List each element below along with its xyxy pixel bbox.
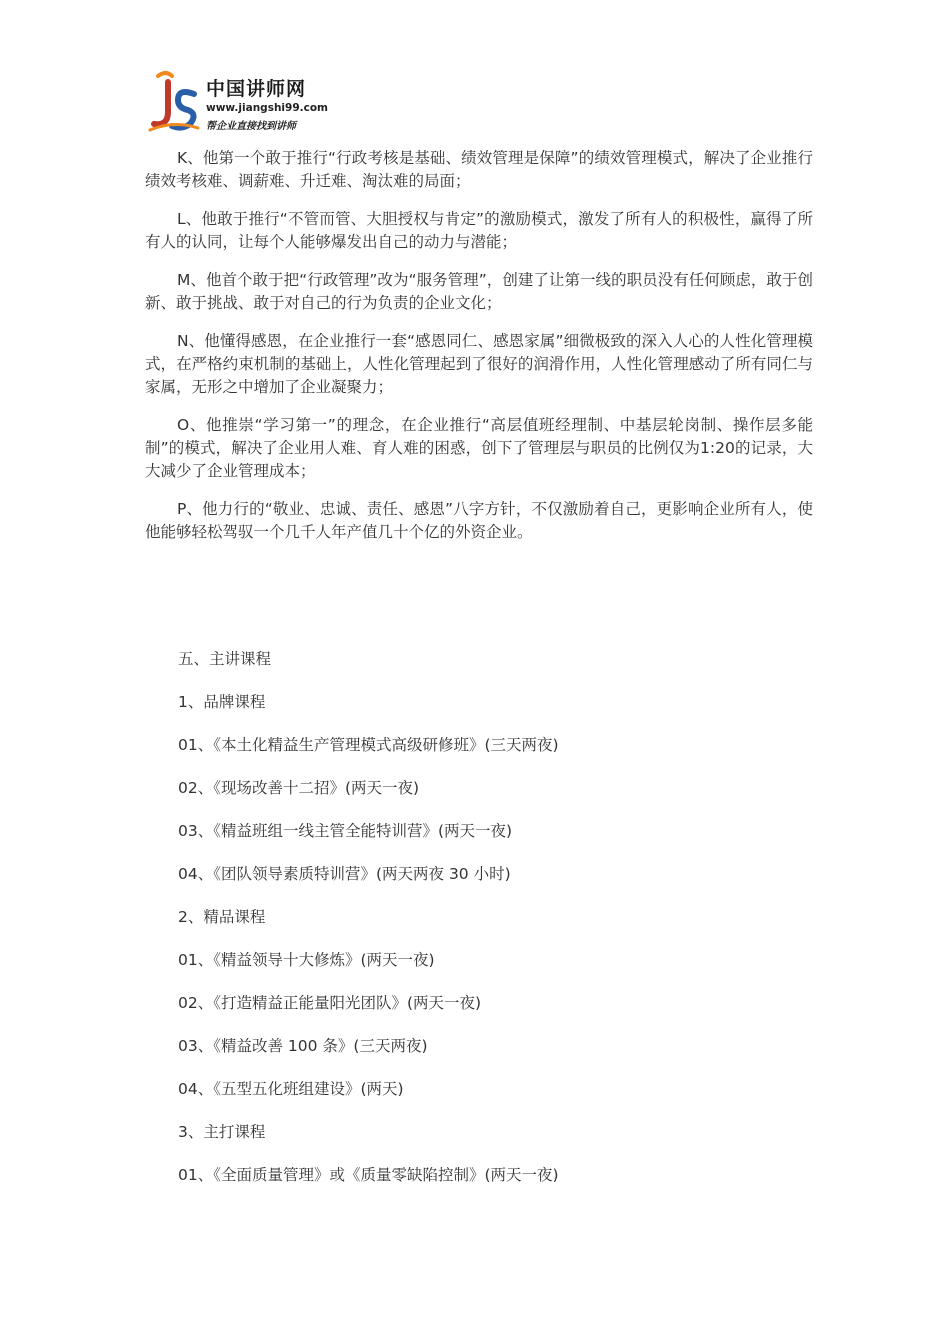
course-item: 03、《精益班组一线主管全能特训营》(两天一夜) (178, 822, 513, 840)
js-logo-icon (148, 68, 200, 134)
course-item: 04、《五型五化班组建设》(两天) (178, 1080, 404, 1098)
paragraph-k: K、他第一个敢于推行“行政考核是基础、绩效管理是保障”的绩效管理模式，解决了企业推行绩效考核难、调薪难、升迁难、淘汰难的局面； (145, 149, 813, 190)
paragraph-n: N、他懂得感恩，在企业推行一套“感恩同仁、感恩家属”细微极致的深入人心的人性化管理模式，在严格约束机制的基础上，人性化管理起到了很好的润滑作用，人性化管理感动了所有同仁与家属，无形之中增加了企业凝聚力； (145, 332, 813, 396)
logo-url: www.jiangshi99.com (206, 102, 328, 114)
logo-name: 中国讲师网 (206, 78, 307, 100)
course-item: 01、《精益领导十大修炼》(两天一夜) (178, 951, 435, 969)
section-heading: 五、主讲课程 (178, 650, 272, 668)
paragraph-m: M、他首个敢于把“行政管理”改为“服务管理”，创建了让第一线的职员没有任何顾虑，敢于创新、敢于挑战、敢于对自己的行为负责的企业文化； (145, 271, 813, 312)
paragraph-p: P、他力行的“敬业、忠诚、责任、感恩”八字方针，不仅激励着自己，更影响企业所有人，使他能够轻松驾驭一个几千人年产值几十个亿的外资企业。 (145, 500, 813, 541)
paragraph-o: O、他推崇“学习第一”的理念，在企业推行“高层值班经理制、中基层轮岗制、操作层多能制”的模式，解决了企业用人难、育人难的困惑，创下了管理层与职员的比例仅为1:20的记录，大大减少了企业管理成本； (145, 416, 813, 480)
course-item: 01、《全面质量管理》或《质量零缺陷控制》(两天一夜) (178, 1166, 559, 1184)
course-list (178, 648, 818, 1207)
category-heading: 3、主打课程 (178, 1123, 266, 1141)
course-item: 03、《精益改善 100 条》(三天两夜) (178, 1037, 428, 1055)
logo-slogan: 帮企业直接找到讲师 (206, 121, 296, 132)
bio-content (145, 147, 813, 559)
course-item: 01、《本土化精益生产管理模式高级研修班》(三天两夜) (178, 736, 559, 754)
paragraph-l: L、他敢于推行“不管而管、大胆授权与肯定”的激励模式，激发了所有人的积极性，赢得了所有人的认同，让每个人能够爆发出自己的动力与潜能； (145, 210, 813, 251)
course-item: 02、《现场改善十二招》(两天一夜) (178, 779, 420, 797)
category-heading: 2、精品课程 (178, 908, 266, 926)
site-logo (148, 68, 338, 134)
course-item: 04、《团队领导素质特训营》(两天两夜 30 小时) (178, 865, 511, 883)
category-heading: 1、品牌课程 (178, 693, 266, 711)
course-item: 02、《打造精益正能量阳光团队》(两天一夜) (178, 994, 482, 1012)
